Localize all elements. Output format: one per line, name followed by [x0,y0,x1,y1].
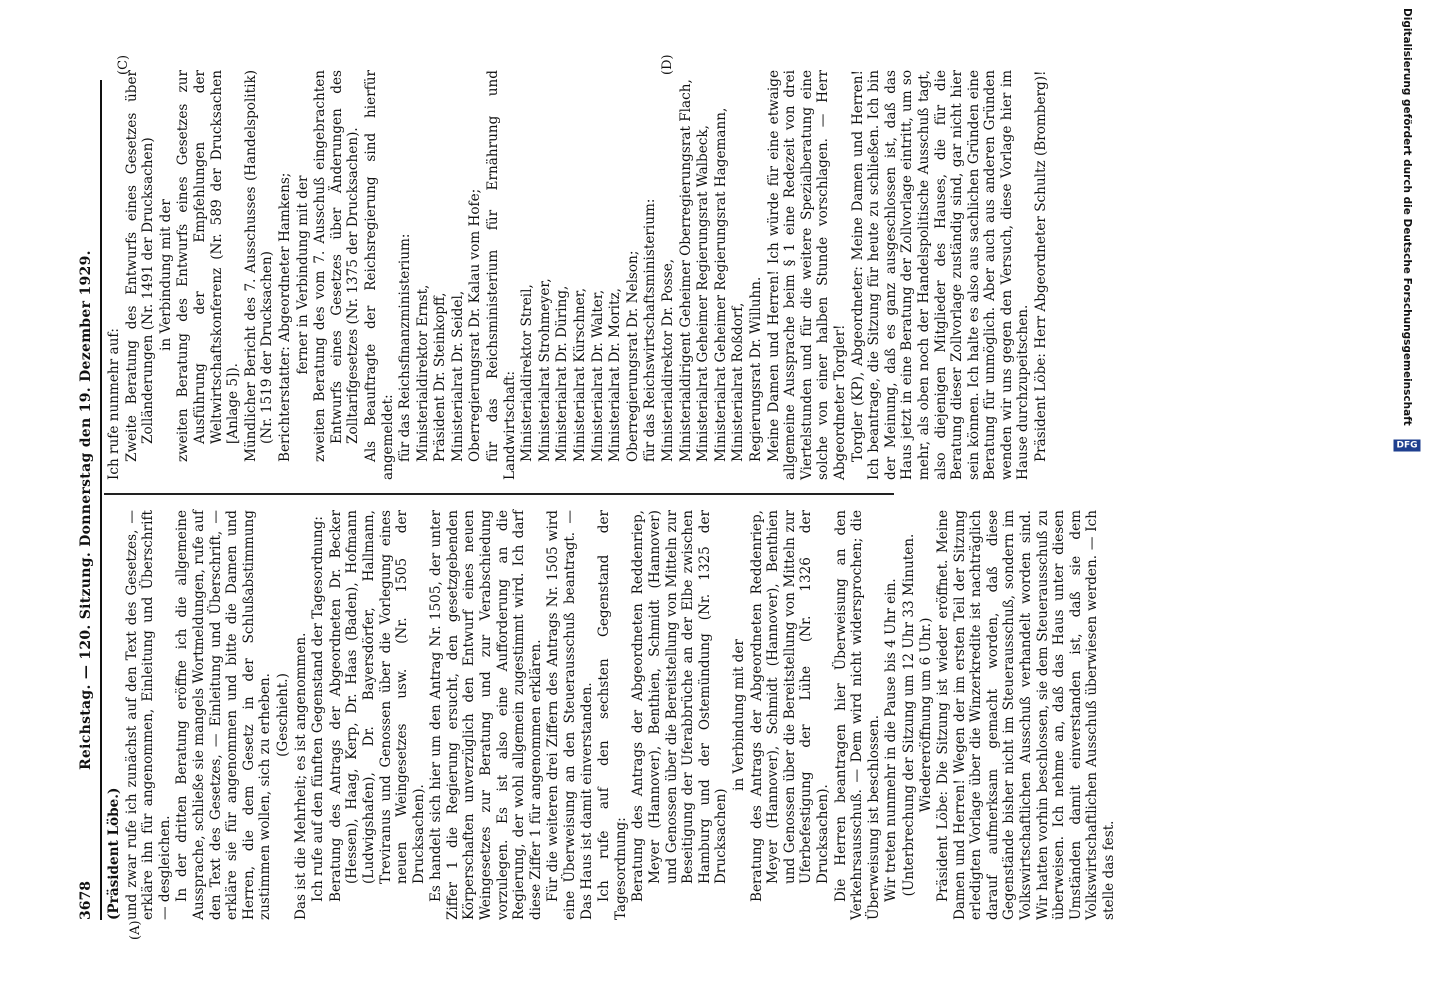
left-column-paragraph: und zwar rufe ich zunächst auf den Text des Gesetzes, — erkläre ihn für angenommen, Einleitung und Überschrift — desgleichen. [123,510,173,920]
left-column-paragraph: Wir treten nunmehr in die Pause bis 4 Uhr ein. [883,578,900,902]
right-column-paragraph: für das Reichswirtschaftsministerium: [642,198,659,462]
right-column-paragraph: Ministerialrat Roßdorf, [730,302,747,462]
right-column-paragraph: Mündlicher Bericht des 7. Ausschusses (Handelspolitik) (Nr. 1519 der Drucksachen) [242,70,276,462]
right-column-paragraph: Ministerialrat Dr. Seidel, [449,290,466,462]
right-column-paragraph: Oberregierungsrat Dr. Nelson; [624,250,641,462]
right-column-paragraph: Ministerialrat Kürschner, [572,287,589,462]
left-column-paragraph: (Geschieht.) [274,673,291,757]
right-column-paragraph: Präsident Dr. Steinkopff, [432,292,449,462]
page-number: 3678 [78,881,94,920]
right-column-paragraph: Ministerialrat Dr. Walter, [589,289,606,462]
left-column-paragraph: Es handelt sich hier um den Antrag Nr. 1505, der unter Ziffer 1 die Regierung ersucht, den gesetzgebenden Körperschaften unverzüglich den Entwurf eines neuen Weingesetzes zur Beratung und zur Verabschiedung vorzulegen. Es ist also eine Aufforderung an die Regierung, der wohl allgemein zugestimmt wird. Ich darf diese Ziffer 1 für angenommen erklären. [428,510,544,920]
right-column [106,70,1050,480]
side-note-text: Digitalisierung gefördert durch die Deutsche Forschungsgemeinschaft [1401,8,1413,426]
right-column-paragraph: Ich rufe nunmehr auf: [106,328,122,480]
right-column-paragraph: Ministerialdirektor Ernst, [414,284,431,462]
left-column-paragraph: Präsident Löbe: Die Sitzung ist wieder eröffnet. Meine Damen und Herren! Wegen der im ersten Teil der Sitzung erledigten Vorlage über die Winzerkredite ist nachträglich darauf aufmerksam gemacht worden, daß diese Gegenstände bisher nicht im Steuerausschuß, sondern im Volkswirtschaftlichen Ausschuß verhandelt worden sind. Wir hatten vorhin beschlossen, sie dem Steuerausschuß zu überweisen. Ich nehme an, daß das Haus unter diesen Umständen damit einverstanden ist, daß sie dem Volkswirtschaftlichen Ausschuß überwiesen werden. — Ich stelle das fest. [935,510,1118,920]
right-column-paragraph: ferner in Verbindung mit der [294,175,311,375]
right-column-paragraph: Ministerialrat Geheimer Regierungsrat Hagemann, [712,107,729,462]
right-column-paragraph: Ministerialrat Dr. Düring, [554,285,571,462]
margin-mark-c: (C) [116,54,131,75]
page-header [78,80,98,920]
right-column-paragraph: zweiten Beratung des Entwurfs eines Gesetzes zur Ausführung der Empfehlungen der Weltwirtschaftskonferenz (Nr. 589 der Drucksachen [Anlage 5]). [175,70,242,462]
left-column-paragraph: In der dritten Beratung eröffne ich die allgemeine Aussprache, schließe sie mangels Wortmeldungen, rufe auf den Text des Gesetzes, — Einleitung und Überschrift, — erkläre sie für angenommen und bitte die Damen und Herren, die dem Gesetz in der Schlußabstimmung zustimmen wollen, sich zu erheben. [174,510,274,920]
left-column-paragraph: Ich rufe auf den sechsten Gegenstand der Tagesordnung: [596,510,629,920]
left-column-paragraph: Für die weiteren drei Ziffern des Antrags Nr. 1505 wird eine Überweisung an den Steuerausschuß beantragt. — Das Haus ist damit einverstanden. [545,510,595,920]
page-title: Reichstag. — 120. Sitzung. Donnerstag den 19. Dezember 1929. [78,250,94,770]
side-note [1396,8,1426,808]
column-divider [104,494,894,496]
right-column-paragraph: Als Beauftragte der Reichsregierung sind hierfür angemeldet: [362,70,396,480]
margin-mark-d: (D) [660,54,675,75]
right-column-paragraph: Präsident Löbe: Herr Abgeordneter Schultz (Bromberg)! [1033,70,1050,462]
left-column [106,510,1118,920]
right-column-paragraph: Berichterstatter: Abgeordneter Hamkens; [276,172,293,462]
right-column-paragraph: Zweite Beratung des Entwurfs eines Gesetzes über Zolländerungen (Nr. 1491 der Drucksachen) [123,70,157,462]
right-column-paragraph: Ministerialdirigent Geheimer Oberregierungsrat Flach, [677,79,694,462]
left-column-paragraph: Beratung des Antrags der Abgeordneten Reddenriep, Meyer (Hannover), Schmidt (Hannover), Benthien und Genossen über die Bereitstellung von Mitteln zur Uferbefestigung der Lühe (Nr. 1326 der Drucksachen). [748,510,831,902]
right-column-paragraph: für das Reichsministerium für Ernährung und Landwirtschaft: [485,70,518,480]
right-column-paragraph: zweiten Beratung des vom 7. Ausschuß eingebrachten Entwurfs eines Gesetzes über Änderungen des Zolltarifgesetzes (Nr. 1375 der Drucksachen). [312,70,362,462]
left-column-paragraph: in Verbindung mit der [730,639,747,791]
left-column-paragraph: Ich rufe auf den fünften Gegenstand der Tagesordnung: [310,516,327,902]
left-column-paragraph: (Unterbrechung der Sitzung um 12 Uhr 33 Minuten. Wiedereröffnung um 6 Uhr.) [900,533,934,897]
right-column-paragraph: Ministerialdirektor Streil, [519,284,536,462]
left-column-paragraph: Das ist die Mehrheit; es ist angenommen. [292,632,309,920]
right-column-paragraph: Torgler (KP), Abgeordneter: Meine Damen und Herren! Ich beantrage, die Sitzung für heute zu schließen. Ich bin der Meinung, daß es ganz ausgeschlossen ist, daß das Haus jetzt in eine Beratung der Zollvorlage eintritt, um so mehr, als oben noch der Handelspolitische Ausschuß tagt, also diejenigen Mitglieder des Hauses, die für die Beratung dieser Zollvorlage zuständig sind, gar nicht hier sein können. Ich halte es also aus sachlichen Gründen eine Beratung für unmöglich. Aber auch aus anderen Gründen wenden wir uns gegen den Versuch, diese Vorlage hier im Hause durchzupeitschen. [849,70,1032,480]
header-rule [100,80,102,920]
left-column-paragraph: Beratung des Antrags der Abgeordneten Reddenriep, Meyer (Hannover), Benthien, Schmidt (Hannover) und Genossen über die Bereitstellung von Mitteln zur Beseitigung der Uferabbrüche an der Elbe zwischen Hamburg und der Ostemündung (Nr. 1325 der Drucksachen) [630,510,730,902]
right-column-paragraph: Meine Damen und Herren! Ich würde für eine etwaige allgemeine Aussprache beim § 1 eine Redezeit von drei Viertelstunden und für die weitere Spezialberatung eine solche von einer halben Stunde vorschlagen. — Herr Abgeordneter Torgler! [765,70,848,480]
right-column-paragraph: Oberregierungsrat Dr. Kalau vom Hofe; [467,188,484,462]
margin-mark-a: (A) [128,920,143,940]
right-column-paragraph: für das Reichsfinanzministerium: [397,233,414,462]
left-column-paragraph: Beratung des Antrags der Abgeordneten Dr. Becker (Hessen), Haag, Kerp, Dr. Haas (Baden), Hofmann (Ludwigshafen), Dr. Bayersdörfer, Hallmann, Treviranus und Genossen über die Vorlegung eines neuen Weingesetzes usw. (Nr. 1505 der Drucksachen). [327,510,427,902]
right-column-paragraph: Ministerialrat Dr. Moritz, [607,288,624,462]
right-column-paragraph: Regierungsrat Dr. Willuhn. [747,276,764,462]
dfg-logo: DFG [1393,439,1420,451]
right-column-paragraph: in Verbindung mit der [157,199,174,351]
right-column-paragraph: Ministerialdirektor Dr. Posse, [660,258,676,462]
left-column-paragraph: Die Herren beantragen hier Überweisung an den Verkehrsausschuß. — Dem wird nicht widersprochen; die Überweisung ist beschlossen. [832,510,882,920]
right-column-paragraph: Ministerialrat Strohmeyer, [536,278,553,462]
left-column-paragraph: (Präsident Löbe.) [106,787,122,920]
right-column-paragraph: Ministerialrat Geheimer Regierungsrat Walbeck, [695,125,712,462]
